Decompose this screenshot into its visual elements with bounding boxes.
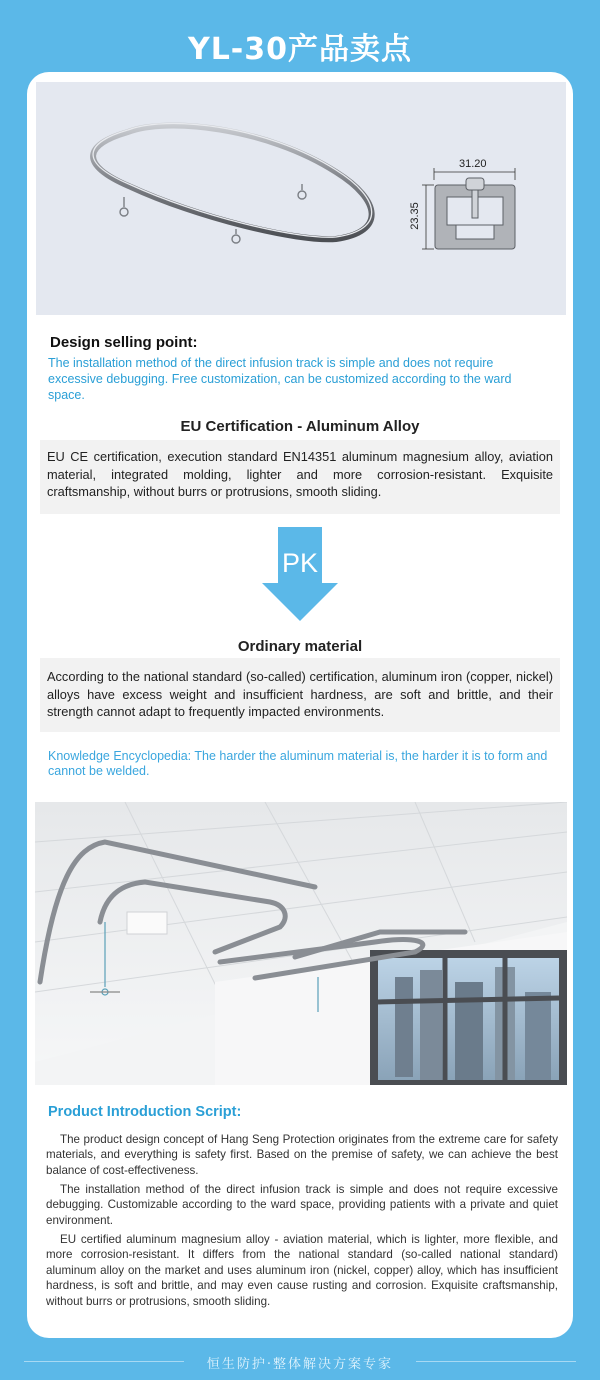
pk-label: PK <box>281 548 319 578</box>
footer-slogan: 恒生防护·整体解决方案专家 <box>206 1357 394 1372</box>
ward-photo <box>35 802 567 1085</box>
page-title: YL-30产品卖点 <box>187 32 413 67</box>
ordinary-title: Ordinary material <box>237 638 363 655</box>
track-illustration <box>36 82 566 315</box>
ward-illustration <box>35 802 567 1085</box>
ceiling-light <box>127 912 167 934</box>
window <box>370 950 567 1085</box>
eu-text: EU CE certification, execution standard EN14351 aluminum magnesium alloy, aviation material, integrated molding, lighter and more corrosion-resistant. Exquisite craftsmanship, without burrs or protrusions, smooth sliding. <box>47 449 553 499</box>
knowledge-text: Knowledge Encyclopedia: The harder the aluminum material is, the harder it is to form and cannot be welded. <box>48 749 548 778</box>
design-text: The installation method of the direct infusion track is simple and does not require excessive debugging. Free customization, can be customized according to the ward space. <box>48 356 512 402</box>
ordinary-text: According to the national standard (so-called) certification, aluminum iron (copper, nickel) alloys have excess weight and insufficient hardness, are soft and brittle, and their strength cannot adapt to frequently impacted environments. <box>47 669 553 719</box>
intro-paragraph-3: EU certified aluminum magnesium alloy - aviation material, which is lighter, more flexible, and more corrosion-resistant. It differs from the national standard (so-called national standard) aluminum alloy on the market and uses aluminum iron (nickel, copper) alloy, which has insufficient hardness, is soft and brittle, and may even cause rusting and corrosion. Exquisite craftsmanship, without burrs or protrusions, smooth sliding. <box>46 1233 558 1308</box>
intro-title: Product Introduction Script: <box>48 1104 242 1120</box>
oval-track <box>93 123 372 239</box>
design-title: Design selling point: <box>50 334 198 351</box>
product-hero-image <box>36 82 566 315</box>
intro-paragraph-1: The product design concept of Hang Seng Protection originates from the extreme care for safety materials, and everything is safety first. Based on the premise of safety, we can achieve the best balance of cost-effectiveness. <box>46 1133 558 1177</box>
width-dimension: 31.20 <box>459 158 487 170</box>
height-dimension: 23.35 <box>408 202 421 230</box>
eu-title: EU Certification - Aluminum Alloy <box>180 418 420 435</box>
cross-section-drawing <box>422 168 515 249</box>
intro-paragraph-2: The installation method of the direct infusion track is simple and does not require excessive debugging. Customizable according to the ward space, providing patients with a private and quiet environment. <box>46 1183 558 1227</box>
